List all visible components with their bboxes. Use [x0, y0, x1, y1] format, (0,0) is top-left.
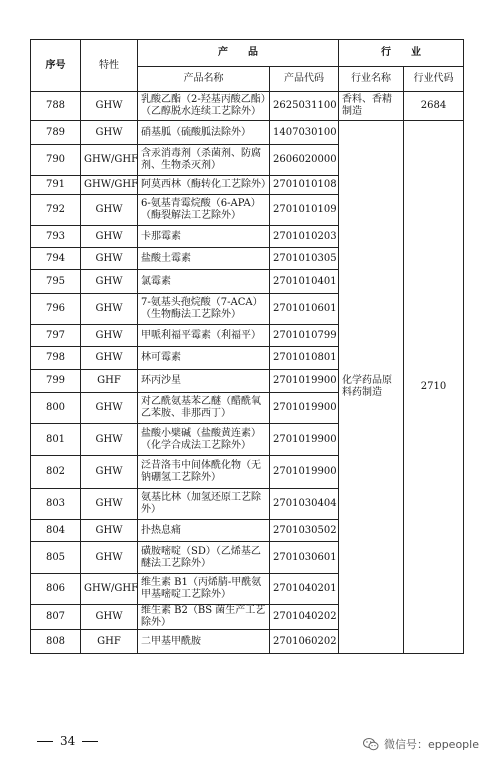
product-name-cell: 含汞消毒剂（杀菌剂、防腐剂、生物杀灭剂）: [138, 145, 270, 176]
product-name-cell: 林可霉素: [138, 347, 270, 370]
seq-cell: 800: [31, 393, 81, 424]
product-code-cell: 2701030601: [270, 542, 339, 574]
product-name-cell: 磺胺嘧啶（SD）（乙烯基乙醚法工艺除外）: [138, 542, 270, 574]
industry-group-header: 行 业: [339, 40, 464, 67]
product-code-cell: 2701010401: [270, 270, 339, 294]
product-code-cell: 2701060202: [270, 630, 339, 654]
feature-cell: GHW: [81, 605, 138, 630]
seq-cell: 794: [31, 248, 81, 270]
industry-code-cell: 2710: [404, 121, 464, 654]
product-code-cell: 2701040202: [270, 605, 339, 630]
feature-cell: GHW: [81, 270, 138, 294]
feature-cell: GHW: [81, 226, 138, 248]
product-code-cell: 2701010203: [270, 226, 339, 248]
seq-cell: 802: [31, 456, 81, 489]
seq-header: 序号: [31, 40, 81, 92]
feature-cell: GHW: [81, 347, 138, 370]
product-name-cell: 泛昔洛韦中间体酰化物（无钠硼氢工艺除外）: [138, 456, 270, 489]
product-code-cell: 2701040201: [270, 574, 339, 605]
feature-cell: GHF: [81, 370, 138, 393]
product-name-cell: 卡那霉素: [138, 226, 270, 248]
product-code-cell: 2701010305: [270, 248, 339, 270]
feature-cell: GHW: [81, 248, 138, 270]
seq-cell: 806: [31, 574, 81, 605]
watermark: [363, 736, 479, 752]
table-row: [31, 92, 464, 121]
product-name-cell: 7-氨基头孢烷酸（7-ACA）（生物酶法工艺除外）: [138, 294, 270, 325]
header-row-top: [31, 40, 464, 67]
product-code-cell: 2701019900: [270, 393, 339, 424]
product-name-cell: 二甲基甲酰胺: [138, 630, 270, 654]
seq-cell: 789: [31, 121, 81, 145]
seq-cell: 801: [31, 424, 81, 456]
feature-cell: GHW: [81, 456, 138, 489]
product-code-cell: 2701010799: [270, 325, 339, 347]
wechat-icon: [363, 738, 379, 751]
seq-cell: 796: [31, 294, 81, 325]
product-code-cell: 2701019900: [270, 424, 339, 456]
watermark-text: 微信号：eppeople: [383, 738, 479, 751]
industry-name-cell: 化学药品原料药制造: [339, 121, 404, 654]
seq-cell: 795: [31, 270, 81, 294]
product-name-cell: 甲哌利福平霉素（利福平）: [138, 325, 270, 347]
seq-cell: 805: [31, 542, 81, 574]
seq-cell: 803: [31, 489, 81, 520]
seq-cell: 799: [31, 370, 81, 393]
product-name-cell: 阿莫西林（酶转化工艺除外）: [138, 176, 270, 195]
feature-cell: GHW: [81, 294, 138, 325]
feature-cell: GHW: [81, 489, 138, 520]
product-code-cell: 2701010109: [270, 195, 339, 226]
product-table: [30, 39, 464, 654]
product-name-header: 产品名称: [138, 67, 270, 92]
seq-cell: 798: [31, 347, 81, 370]
product-name-cell: 环丙沙星: [138, 370, 270, 393]
product-code-cell: 2701030404: [270, 489, 339, 520]
footer-dash-right: [82, 741, 98, 742]
product-name-cell: 硝基胍（硫酸胍法除外）: [138, 121, 270, 145]
product-name-cell: 盐酸土霉素: [138, 248, 270, 270]
industry-name-cell: 香料、香精制造: [339, 92, 404, 121]
page-number: 34: [60, 734, 76, 748]
product-name-cell: 氯霉素: [138, 270, 270, 294]
product-code-cell: 2701010801: [270, 347, 339, 370]
page-footer: [30, 734, 105, 748]
table-row: [31, 121, 464, 145]
seq-cell: 797: [31, 325, 81, 347]
product-name-cell: 对乙酰氨基苯乙醚（醋酰氧乙苯胺、非那西丁）: [138, 393, 270, 424]
seq-cell: 788: [31, 92, 81, 121]
product-code-cell: 2701019900: [270, 456, 339, 489]
product-name-cell: 维生素 B1（丙烯腈-甲酰氨甲基嘧啶工艺除外）: [138, 574, 270, 605]
product-group-header: 产 品: [138, 40, 339, 67]
product-code-cell: 2701019900: [270, 370, 339, 393]
feature-cell: GHW: [81, 520, 138, 542]
feature-cell: GHW/GHF: [81, 145, 138, 176]
feature-cell: GHF: [81, 630, 138, 654]
seq-cell: 793: [31, 226, 81, 248]
product-name-cell: 乳酸乙酯（2-羟基丙酸乙酯）（乙醇脱水连续工艺除外）: [138, 92, 270, 121]
product-code-cell: 1407030100: [270, 121, 339, 145]
industry-code-header: 行业代码: [404, 67, 464, 92]
feature-cell: GHW: [81, 542, 138, 574]
feature-cell: GHW: [81, 325, 138, 347]
product-code-cell: 2701010601: [270, 294, 339, 325]
seq-cell: 808: [31, 630, 81, 654]
feature-cell: GHW: [81, 195, 138, 226]
industry-name-header: 行业名称: [339, 67, 404, 92]
footer-dash-left: [37, 741, 53, 742]
feature-header: 特性: [81, 40, 138, 92]
product-name-cell: 氨基比林（加氢还原工艺除外）: [138, 489, 270, 520]
product-name-cell: 扑热息痛: [138, 520, 270, 542]
product-code-header: 产品代码: [270, 67, 339, 92]
seq-cell: 790: [31, 145, 81, 176]
product-code-cell: 2606020000: [270, 145, 339, 176]
product-code-cell: 2701010108: [270, 176, 339, 195]
feature-cell: GHW: [81, 92, 138, 121]
product-code-cell: 2701030502: [270, 520, 339, 542]
feature-cell: GHW: [81, 121, 138, 145]
feature-cell: GHW: [81, 424, 138, 456]
product-name-cell: 6-氨基青霉烷酸（6-APA）（酶裂解法工艺除外）: [138, 195, 270, 226]
seq-cell: 804: [31, 520, 81, 542]
feature-cell: GHW: [81, 393, 138, 424]
feature-cell: GHW/GHF: [81, 176, 138, 195]
seq-cell: 792: [31, 195, 81, 226]
seq-cell: 807: [31, 605, 81, 630]
feature-cell: GHW/GHF: [81, 574, 138, 605]
table-body: [31, 40, 464, 654]
seq-cell: 791: [31, 176, 81, 195]
product-name-cell: 维生素 B2（BS 菌生产工艺除外）: [138, 605, 270, 630]
product-name-cell: 盐酸小檗碱（盐酸黄连素）（化学合成法工艺除外）: [138, 424, 270, 456]
industry-code-cell: 2684: [404, 92, 464, 121]
product-code-cell: 2625031100: [270, 92, 339, 121]
